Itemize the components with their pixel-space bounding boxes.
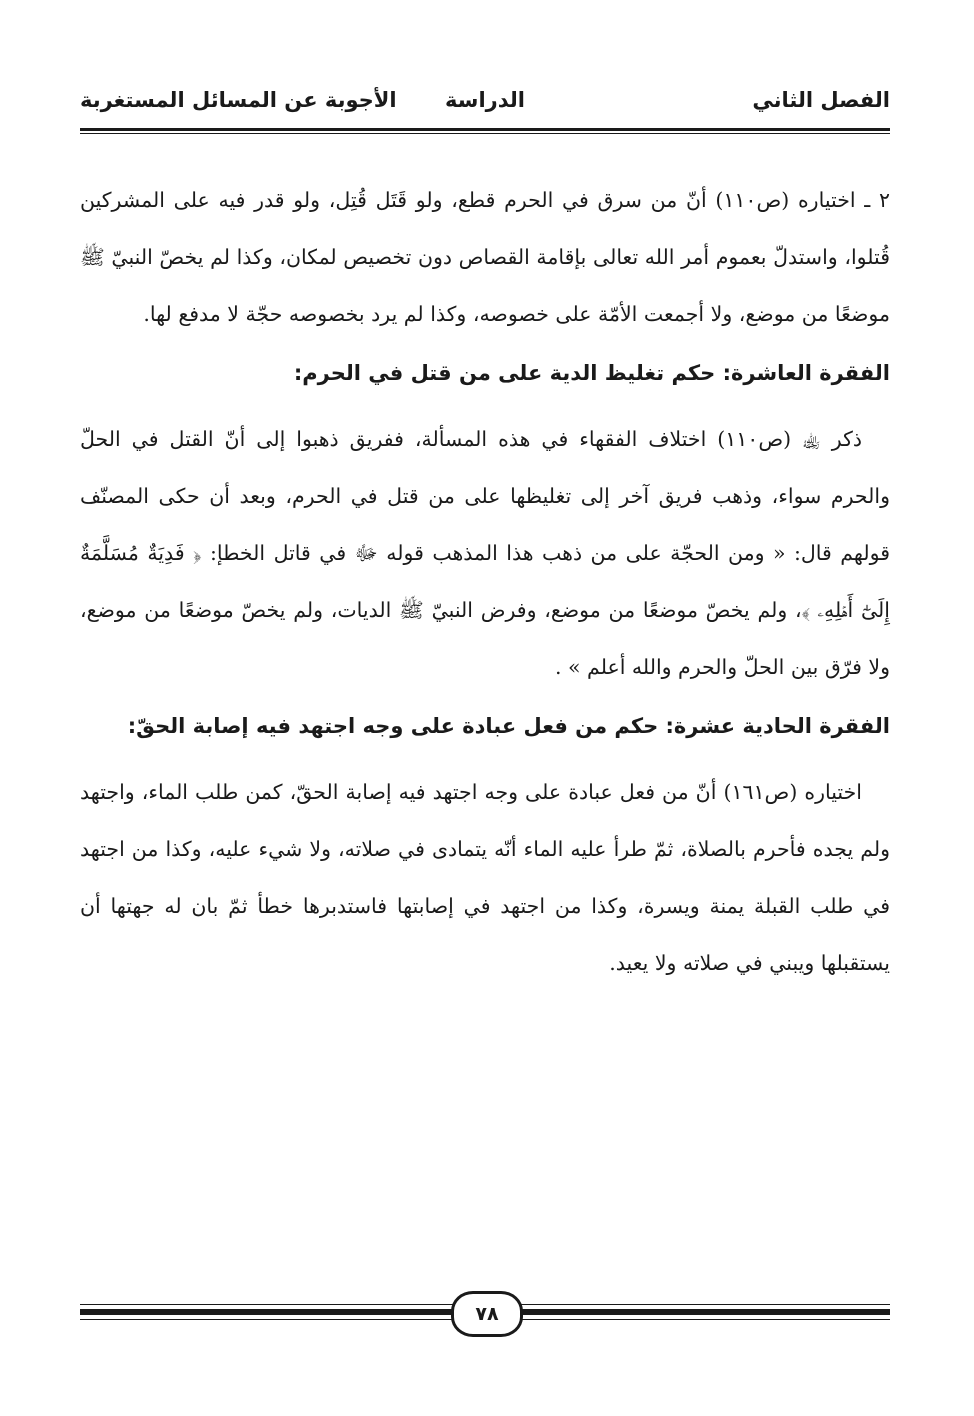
header-rule-thin xyxy=(80,133,890,134)
running-header xyxy=(80,84,890,124)
section-heading-11: الفقرة الحادية عشرة: حكم من فعل عبادة على وجه اجتهد فيه إصابة الحقّ: xyxy=(127,714,890,738)
section-heading-10: الفقرة العاشرة: حكم تغليظ الدية على من قتل في الحرم: xyxy=(293,361,890,385)
paragraph-1: ٢ ـ اختياره (ص١١٠) أنّ من سرق في الحرم قطع، ولو قَتَل قُتِل، ولو قدر فيه على المشركين قُتلوا، واستدلّ بعموم أمر الله تعالى بإقامة القصاص دون تخصيص لمكان، وكذا لم يخصّ النبيّ ﷺ موضعًا من موضع، ولا أجمعت الأمّة على خصوصه، وكذا لم يرد بخصوصه حجّة لا مدفع لها. xyxy=(80,188,890,326)
header-rule xyxy=(80,128,890,131)
main-content xyxy=(80,172,890,992)
header-section: الدراسة xyxy=(445,88,525,112)
header-chapter: الفصل الثاني xyxy=(752,88,890,112)
header-topic: الأجوبة عن المسائل المستغربة xyxy=(80,88,397,112)
page-number: ٧٨ xyxy=(451,1291,523,1337)
paragraph-2: ذكر ﵀ (ص١١٠) اختلاف الفقهاء في هذه المسألة، ففريق ذهبوا إلى أنّ القتل في الحلّ والحرم سواء، وذهب فريق آخر إلى تغليظها على من قتل في الحرم، وبعد أن حكى المصنّف قولهم قال: « ومن الحجّة على من ذهب هذا المذهب قوله ﷻ في قاتل الخطإ: ﴿ فَدِيَةٌ مُسَلَّمَةٌ إِلَىٰٓ أَهۡلِهِۦ ﴾، ولم يخصّ موضعًا من موضع، وفرض النبيّ ﷺ الديات، ولم يخصّ موضعًا من موضع، ولا فرّق بين الحلّ والحرم والله أعلم » . xyxy=(80,427,890,679)
paragraph-3: اختياره (ص١٦١) أنّ من فعل عبادة على وجه اجتهد فيه إصابة الحقّ، كمن طلب الماء، واجتهد ولم يجده فأحرم بالصلاة، ثمّ طرأ عليه الماء أنّه يتمادى في صلاته، ولا شيء عليه، وكذا من اجتهد في طلب القبلة يمنة ويسرة، وكذا من اجتهد في إصابتها فاستدبرها خطأ ثمّ بان له جهتها أن يستقبلها ويبني في صلاته ولا يعيد. xyxy=(80,780,890,975)
